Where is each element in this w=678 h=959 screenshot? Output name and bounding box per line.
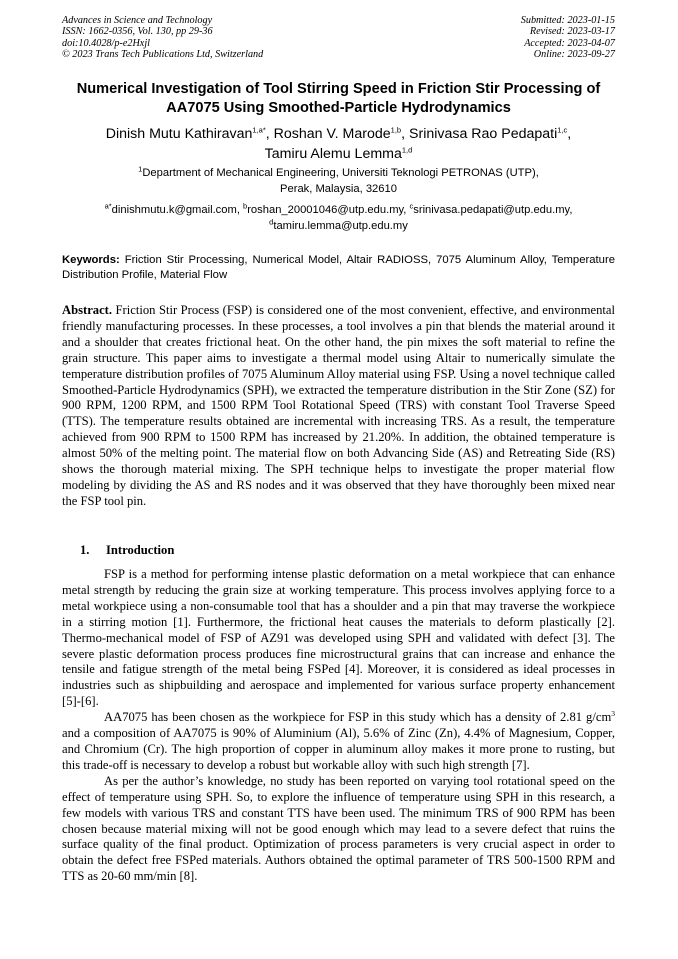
author-name: Tamiru Alemu Lemma	[264, 146, 402, 162]
section-title: Introduction	[106, 543, 175, 557]
submitted-date: Submitted: 2023-01-15	[520, 15, 615, 26]
author-name: Roshan V. Marode	[273, 126, 391, 142]
online-date: Online: 2023-09-27	[533, 49, 615, 61]
email-link[interactable]: dinishmutu.k@gmail.com	[111, 204, 237, 216]
keywords-text: Friction Stir Processing, Numerical Model, Altair RADIOSS, 7075 Aluminum Alloy, Temperature Distribution Profile, Material Flow	[62, 254, 615, 281]
email-link[interactable]: roshan_20001046@utp.edu.my	[247, 204, 404, 216]
affiliation-line: Department of Mechanical Engineering, Universiti Teknologi PETRONAS (UTP),	[142, 167, 539, 179]
affiliation-sup: 1	[138, 164, 143, 174]
paragraph-text: and a composition of AA7075 is 90% of Aluminium (Al), 5.6% of Zinc (Zn), 4.4% of Magnesium, Copper, and Chromium (Cr). The high proportion of copper in aluminum alloy makes it more prone to rusting, but this trade-off is necessary to develop a robust but workable alloy with such high strength [7].	[62, 726, 615, 772]
paragraph	[62, 710, 615, 774]
dates-header	[521, 15, 615, 61]
email-sup: d	[269, 216, 274, 226]
author-sup: 1,c	[557, 125, 568, 135]
superscript: 3	[611, 708, 615, 718]
section-number: 1.	[80, 543, 90, 557]
copyright: © 2023 Trans Tech Publications Ltd, Switzerland	[62, 49, 264, 61]
abstract	[62, 303, 615, 510]
paragraph: FSP is a method for performing intense plastic deformation on a metal workpiece that can enhance metal strength by reducing the grain size at working temperature. This process involves applying force to a metal workpiece using a non-consumable tool that has a shoulder and a pin that may traverse the workpiece in a stirring motion [1]. Furthermore, the frictional heat causes the materials to deform plastically [2]. Thermo-mechanical model of FSP of AZ91 was developed using SPH and validated with defect [3]. The severe plastic deformation process produces fine microstructural grains that can increase and enhance the tensile and fatigue strength of the metal being FSPed [4]. Moreover, it is considered as ideal processes in industries such as shipbuilding and aerospace and implemented for various surface property enhancement [5]-[6].	[62, 567, 615, 709]
journal-header	[62, 15, 263, 61]
accepted-date: Accepted: 2023-04-07	[524, 37, 615, 49]
abstract-text: Friction Stir Process (FSP) is considered one of the most convenient, effective, and environmental friendly manufacturing processes. In these processes, a tool involves a pin that blends the material around it and a shoulder that creates frictional heat. On the other hand, the pin mixes the soft material to refine the grain structure. This paper aims to investigate a thermal model using Altair to numerically simulate the temperature distribution profiles of 7075 Aluminum Alloy material using FSP. Using a novel technique called Smoothed-Particle Hydrodynamics (SPH), we extracted the temperature distribution in the Stir Zone (SZ) for 900 RPM, 1200 RPM, and 1500 RPM Tool Rotational Speed (TRS) with constant Tool Traverse Speed (TTS). The temperature results obtained are incremental with increasing TRS. As a result, the temperature achieved from 900 RPM to 1500 RPM has increased by 21.20%. In addition, the obtained temperature is almost 50% of the melting point. The material flow on both Advancing Side (AS) and Retreating Side (RS) shows the thorough material mixing. The SPH technique helps to investigate the proper material flow modeling by dividing the AS and RS nodes and it was observed that they have thoroughly been mixed near the FSP tool pin.	[62, 303, 616, 508]
author-list: Dinish Mutu Kathiravan$^{1,a*}$, Roshan V. Marode$^{1,b}$, Srinivasa Rao Pedapati$^{1,c}$, Tamiru Alemu Lemma$^{1,d}$	[105, 125, 572, 162]
keywords	[62, 253, 615, 282]
email-sup: b	[243, 201, 248, 211]
abstract-label: Abstract.	[62, 303, 113, 317]
author-sup: 1,b	[390, 125, 402, 135]
author-sup: 1,a*	[252, 125, 266, 135]
introduction-body	[62, 567, 615, 885]
issn: ISSN: 1662-0356, Vol. 130, pp 29-36	[62, 26, 213, 38]
affiliation	[62, 166, 615, 197]
revised-date: Revised: 2023-03-17	[529, 26, 615, 38]
paper-title: Numerical Investigation of Tool Stirring Speed in Friction Stir Processing of AA7075 Using Smoothed-Particle Hydrodynamics	[76, 81, 601, 116]
paragraph-text: AA7075 has been chosen as the workpiece for FSP in this study which has a density of 2.81 g/cm	[104, 710, 612, 725]
email-list: $^{a*}$dinishmutu.k@gmail.com, $^b$roshan_20001046@utp.edu.my, $^c$srinivasa.pedapati@utp.edu.my, $^d$tamiru.lemma@utp.edu.my	[104, 201, 573, 232]
email-link[interactable]: srinivasa.pedapati@utp.edu.my	[413, 204, 570, 216]
section-heading	[80, 543, 174, 558]
paragraph: As per the author’s knowledge, no study has been reported on varying tool rotational speed on the effect of temperature using SPH. So, to explore the influence of temperature using SPH in this research, a few models with various TRS and constant TTS have been used. The minimum TRS of 900 RPM has been chosen because material mixing will not be good enough which may lead to a severe defect that ruins the surface quality of the final product. Optimization of process parameters is very crucial aspect in order to obtain the defect free FSPed materials. Authors obtained the optimal parameter of TRS 500-1500 RPM and TTS as 20-60 mm/min [8].	[62, 773, 615, 884]
author-name: Srinivasa Rao Pedapati	[409, 126, 558, 142]
author-name: Dinish Mutu Kathiravan	[105, 126, 253, 142]
email-sup: a*	[104, 201, 112, 211]
affiliation-line: Perak, Malaysia, 32610	[280, 182, 397, 195]
email-sup: c	[409, 201, 414, 211]
doi[interactable]: doi:10.4028/p-e2Hxjl	[62, 37, 150, 49]
keywords-label: Keywords:	[62, 254, 120, 266]
email-link[interactable]: tamiru.lemma@utp.edu.my	[273, 219, 408, 232]
journal-name: Advances in Science and Technology	[62, 15, 213, 26]
author-sup: 1,d	[401, 145, 413, 155]
